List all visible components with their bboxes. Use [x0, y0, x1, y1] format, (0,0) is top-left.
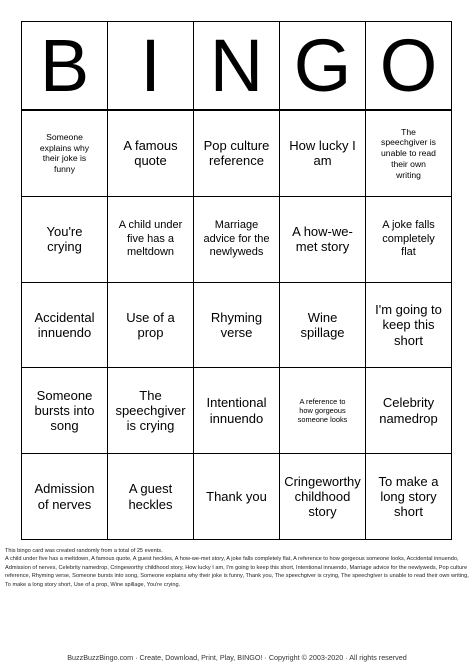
footer-events-list: A child under five has a meltdown, A famous quote, A guest heckles, A how-we-met story, A joke falls completely flat, A reference to how gorgeous someone looks, Accidental innuendo, Admission of nerves, Celebrity namedrop, Cringeworthy childhood story, How lucky I am, I'm going to keep this short, Intentional innuendo, Marriage advice for the newlyweds, Pop culture reference, Rhyming verse, Someone bursts into song, Someone explains why their joke is funny, Thank you, The speechgiver is crying, The speechgiver is unable to read their own writing, To make a long story short, Use of a prop, Wine spillage, You're crying.: [5, 556, 469, 588]
bingo-cell: A famous quote: [108, 110, 194, 196]
bingo-cell: How lucky I am: [280, 110, 366, 196]
bingo-cell: Someone explains why their joke is funny: [22, 110, 108, 196]
header-letter-i: I: [108, 22, 194, 109]
header-letter-g: G: [280, 22, 366, 109]
bingo-cell: Someone bursts into song: [22, 367, 108, 453]
bingo-grid: [21, 110, 452, 540]
bingo-cell: A how-we-met story: [280, 196, 366, 282]
bingo-cell: Wine spillage: [280, 282, 366, 368]
bingo-cell: A joke falls completely flat: [366, 196, 452, 282]
header-letter-n: N: [194, 22, 280, 109]
bingo-cell: Marriage advice for the newlyweds: [194, 196, 280, 282]
bingo-header: [21, 21, 452, 110]
header-letter-b: B: [22, 22, 108, 109]
bingo-cell: The speechgiver is crying: [108, 367, 194, 453]
bingo-cell: Celebrity namedrop: [366, 367, 452, 453]
bingo-cell: Pop culture reference: [194, 110, 280, 196]
bingo-cell: I'm going to keep this short: [366, 282, 452, 368]
bingo-cell: Admission of nerves: [22, 453, 108, 539]
bingo-cell: Rhyming verse: [194, 282, 280, 368]
footer-notes: [5, 547, 470, 589]
bingo-cell: A guest heckles: [108, 453, 194, 539]
bingo-cell: Use of a prop: [108, 282, 194, 368]
bingo-cell: Accidental innuendo: [22, 282, 108, 368]
bingo-cell: Intentional innuendo: [194, 367, 280, 453]
bingo-cell: Thank you: [194, 453, 280, 539]
bingo-cell: A reference to how gorgeous someone looks: [280, 367, 366, 453]
bingo-card: [21, 21, 452, 540]
bingo-cell: The speechgiver is unable to read their own writing: [366, 110, 452, 196]
footer-intro: This bingo card was created randomly from a total of 25 events.: [5, 548, 163, 554]
bingo-cell: A child under five has a meltdown: [108, 196, 194, 282]
bingo-cell: You're crying: [22, 196, 108, 282]
bingo-cell: To make a long story short: [366, 453, 452, 539]
bingo-cell: Cringeworthy childhood story: [280, 453, 366, 539]
copyright-line: BuzzBuzzBingo.com · Create, Download, Print, Play, BINGO! · Copyright © 2003-2020 · All rights reserved: [67, 653, 407, 662]
header-letter-o: O: [379, 23, 438, 107]
